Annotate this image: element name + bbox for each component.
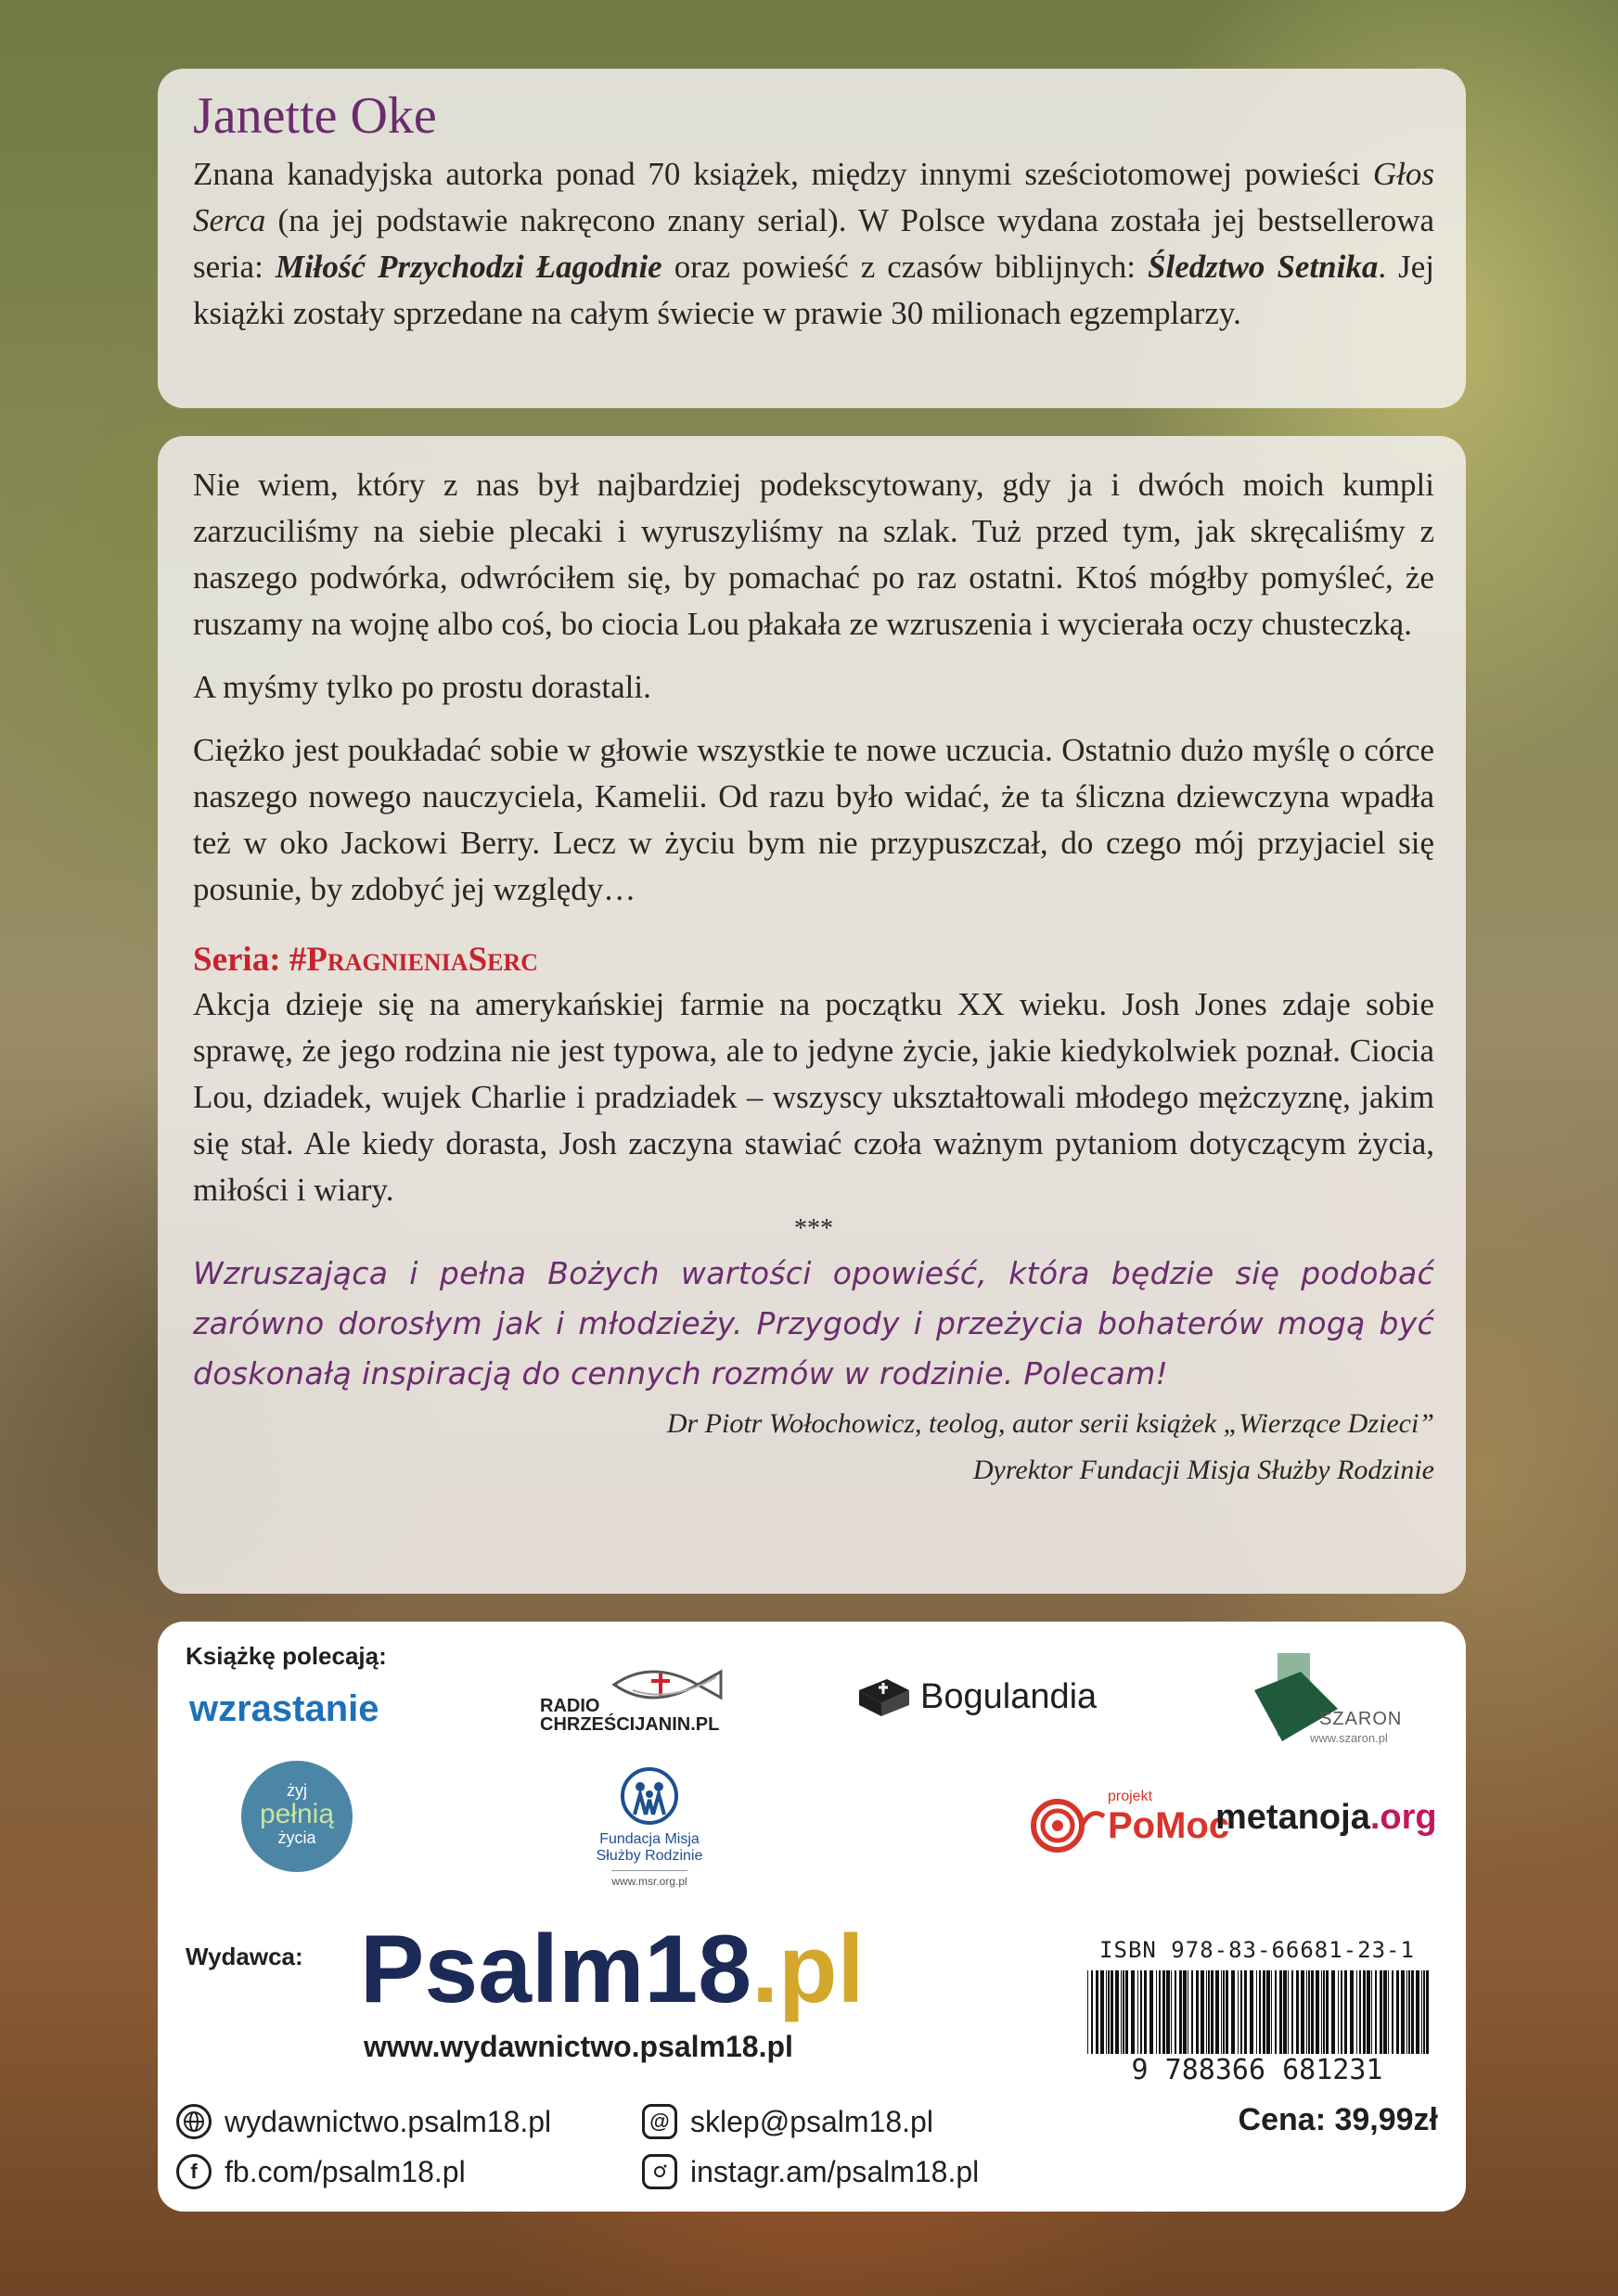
radio-chrzescijanin-logo bbox=[540, 1659, 763, 1742]
endorsement-quote: Wzruszająca i pełna Bożych wartości opowieść, która będzie się podobać zarówno dorosłym jak i młodzieży. Przygody i przeżycia bohaterów mogą być doskonałą inspiracją do cennych rozmów w rodzinie. Polecam! bbox=[193, 1255, 1434, 1392]
bio-segment: (na jej podstawie nakręcono znany serial). W Polsce wydana została jej bestsellerowa seria: bbox=[193, 201, 1434, 285]
instagram-icon bbox=[642, 2154, 677, 2189]
wzrastanie-logo: wzrastanie bbox=[189, 1688, 379, 1729]
zyj-pelnia-zycia-logo bbox=[241, 1761, 353, 1872]
story-paragraph-4: Akcja dzieje się na amerykańskiej farmie na początku XX wieku. Josh Jones zdaje sobie sprawę, że jego rodzina nie jest typowa, ale to jedyne życie, jakie kiedykolwiek poznał. Ciocia Lou, dziadek, wujek Charlie i pradziadek – wszyscy ukształtowali młodego mężczyznę, jakim się stał. Ale kiedy dorasta, Josh zaczyna stawiać czoła ważnym pytaniom dotyczącym życia, miłości i wiary. bbox=[193, 986, 1434, 1208]
endorsement-signature-2: Dyrektor Fundacji Misja Służby Rodzinie bbox=[972, 1455, 1434, 1485]
instagram-icon-svg bbox=[649, 2161, 670, 2182]
at-sign-icon: @ bbox=[642, 2104, 677, 2139]
fundacja-line-1: Fundacja Misja bbox=[599, 1831, 700, 1847]
isbn-label: ISBN 978-83-66681-23-1 bbox=[1099, 1937, 1415, 1963]
fundacja-line-2: Służby Rodzinie bbox=[596, 1848, 703, 1864]
bogulandia-logo bbox=[855, 1674, 1097, 1720]
metanoja-logo bbox=[1215, 1798, 1437, 1838]
contact-instagram[interactable] bbox=[642, 2154, 979, 2189]
radio-fish-icon bbox=[605, 1659, 735, 1705]
sponsors-panel bbox=[158, 1622, 1466, 2212]
author-bio-text bbox=[193, 151, 1434, 337]
metanoja-text: metanoja bbox=[1215, 1798, 1370, 1837]
series-heading bbox=[193, 939, 1434, 981]
family-icon bbox=[620, 1766, 679, 1826]
zyj-word-1: żyj bbox=[287, 1781, 307, 1800]
series-prefix: Seria: # bbox=[193, 941, 307, 979]
story-paragraph-1: Nie wiem, który z nas był najbardziej podekscytowany, gdy ja i dwóch moich kumpli zarzuciliśmy na siebie plecaki i wyruszyliśmy na szlak. Tuż przed tym, jak skręcaliśmy z naszego podwórka, odwróciłem się, by pomachać po raz ostatni. Ktoś mógłby pomyśleć, że ruszamy na wojnę albo coś, bo ciocia Lou płakała ze wzruszenia i wycierała oczy chusteczką. bbox=[193, 467, 1434, 642]
story-paragraph-3: Ciężko jest poukładać sobie w głowie wszystkie te nowe uczucia. Ostatnio dużo myślę o córce naszego nowego nauczyciela, Kamelii. Od razu było widać, że ta śliczna dziewczyna wpadła też w oko Jackowi Berry. Lecz w życiu bym nie przypuszczał, do czego mój przyjaciel się posunie, by zdobyć jej względy… bbox=[193, 732, 1434, 907]
series-name: PragnieniaSerc bbox=[306, 941, 539, 979]
bio-segment: Znana kanadyjska autorka ponad 70 książek, między innymi sześciotomowej powieści bbox=[193, 155, 1373, 192]
psalm18-logo bbox=[360, 1916, 865, 2023]
bio-segment: Miłość Przychodzi Łagodnie bbox=[275, 248, 662, 285]
contact-facebook[interactable] bbox=[176, 2154, 466, 2189]
book-icon bbox=[855, 1674, 913, 1720]
szaron-text: SZARON bbox=[1319, 1709, 1403, 1729]
isbn-block bbox=[1076, 1937, 1438, 2085]
contact-web[interactable] bbox=[176, 2104, 551, 2139]
fundacja-msr-logo bbox=[566, 1766, 733, 1905]
section-divider: *** bbox=[794, 1214, 833, 1243]
pomoc-swirl-icon bbox=[1030, 1798, 1108, 1853]
szaron-url: www.szaron.pl bbox=[1310, 1731, 1388, 1745]
contact-email-text: sklep@psalm18.pl bbox=[690, 2104, 933, 2138]
publisher-url[interactable]: www.wydawnictwo.psalm18.pl bbox=[364, 2030, 793, 2063]
publisher-label: Wydawca: bbox=[186, 1943, 303, 1970]
author-bio-panel bbox=[158, 69, 1466, 408]
bogulandia-text: Bogulandia bbox=[920, 1676, 1098, 1716]
radio-line-1: RADIO bbox=[540, 1696, 600, 1716]
szaron-logo bbox=[1245, 1644, 1431, 1764]
sponsors-label: Książkę polecają: bbox=[186, 1642, 387, 1670]
endorsement-signature-1: Dr Piotr Wołochowicz, teolog, autor serii książek „Wierzące Dzieci” bbox=[666, 1408, 1434, 1439]
radio-line-2: CHRZEŚCIJANIN.PL bbox=[540, 1714, 720, 1735]
zyj-word-3: życia bbox=[277, 1828, 316, 1847]
zyj-word-2: pełnią bbox=[259, 1799, 335, 1829]
bio-segment: Śledztwo Setnika bbox=[1148, 248, 1379, 285]
psalm18-ext: .pl bbox=[751, 1916, 865, 2023]
fundacja-url: www.msr.org.pl bbox=[611, 1870, 687, 1888]
author-name: Janette Oke bbox=[193, 87, 437, 145]
bio-segment: . Jej książki zostały sprzedane na całym świecie w prawie 30 milionach egzemplarzy. bbox=[193, 248, 1435, 331]
contact-instagram-text: instagr.am/psalm18.pl bbox=[690, 2154, 980, 2188]
book-description-panel bbox=[158, 436, 1466, 1594]
facebook-icon: f bbox=[176, 2154, 212, 2189]
barcode-digits: 9 788366 681231 bbox=[1076, 2054, 1438, 2086]
bio-segment: oraz powieść z czasów biblijnych: bbox=[661, 248, 1148, 285]
contact-email[interactable] bbox=[642, 2104, 933, 2139]
price-label: Cena: 39,99zł bbox=[1238, 2102, 1438, 2137]
story-paragraph-2: A myśmy tylko po prostu dorastali. bbox=[193, 669, 651, 705]
psalm18-text: Psalm18 bbox=[360, 1916, 752, 2023]
pomoc-prefix: projekt bbox=[1108, 1789, 1153, 1804]
bio-segment: Głos Serca bbox=[193, 155, 1434, 238]
globe-icon-svg bbox=[183, 2110, 205, 2133]
contact-web-text: wydawnictwo.psalm18.pl bbox=[225, 2104, 552, 2138]
metanoja-ext: .org bbox=[1369, 1798, 1437, 1837]
contact-facebook-text: fb.com/psalm18.pl bbox=[225, 2154, 466, 2188]
globe-icon bbox=[176, 2104, 212, 2139]
pomoc-text: PoMoc bbox=[1108, 1805, 1230, 1846]
